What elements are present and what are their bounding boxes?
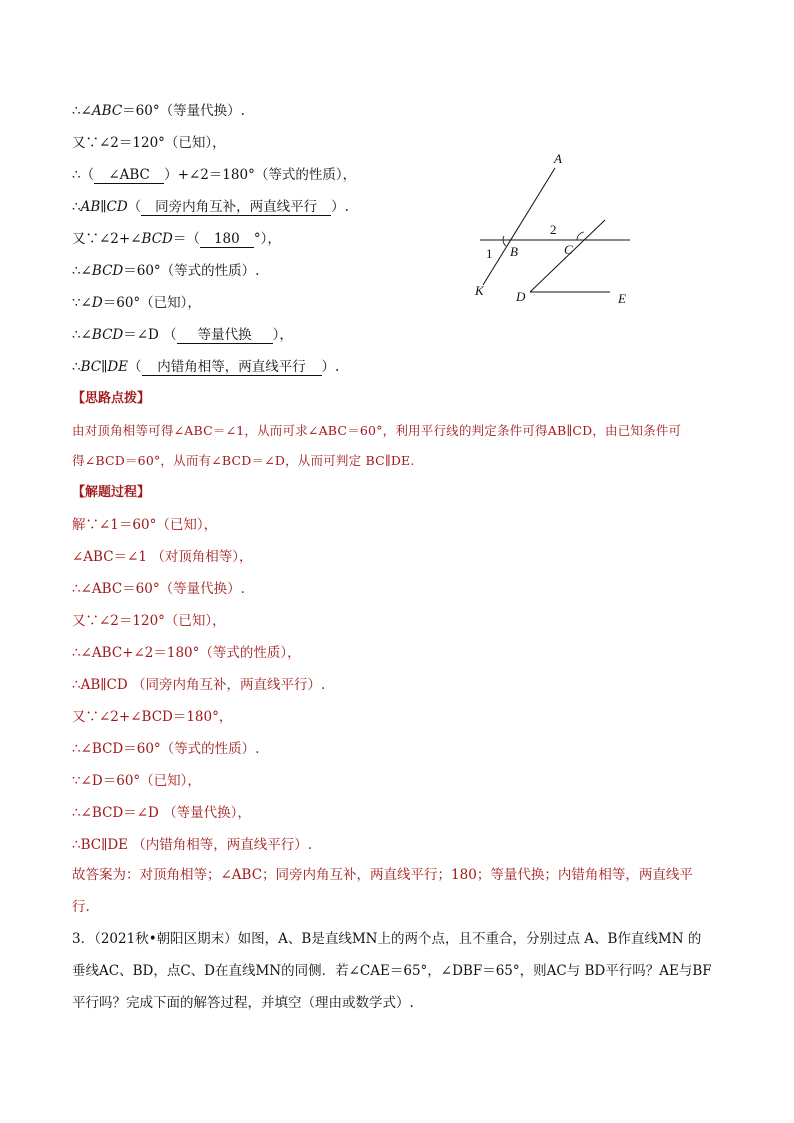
label-E: E [618,291,626,306]
label-K: K [475,283,484,298]
problem-3-line-1: 3．（2021秋•朝阳区期末）如图，A、B是直线MN上的两个点，且不重合，分别过点 A、B作直线MN 的 [72,931,702,947]
proof-line-2: 又∵∠2＝120°（已知）， [72,135,226,151]
solution-line: 又∵∠2+∠BCD＝180°， [72,709,233,725]
proof-line-8: ∴∠BCD＝∠D （ 等量代换 ）， [72,327,293,343]
label-A: A [554,151,562,166]
proof-line-4: ∴AB∥CD（ 同旁内角互补，两直线平行 ）. [72,199,349,215]
answer-blank: 等量代换 [177,327,273,344]
proof-line-9: ∴BC∥DE（ 内错角相等，两直线平行 ）. [72,359,340,375]
section-heading-solution: 【解题过程】 [72,485,151,500]
answer-blank: 内错角相等，两直线平行 [142,359,322,376]
label-D: D [516,289,526,304]
label-angle-2: 2 [550,222,557,237]
geometry-figure [470,150,640,310]
solution-line: ∴∠BCD＝60°（等式的性质）. [72,741,260,757]
solution-line: ∴∠ABC＝60°（等量代换）. [72,581,245,597]
proof-line-6: ∴∠BCD＝60°（等式的性质）. [72,263,260,279]
label-B: B [510,244,518,259]
proof-line-7: ∵∠D＝60°（已知）， [72,295,201,311]
hint-line-2: 得∠BCD＝60°，从而有∠BCD＝∠D，从而可判定 BC∥DE. [72,453,415,468]
angle-2-arc [577,232,584,240]
answer-summary-line: 故答案为：对顶角相等；∠ABC；同旁内角互补，两直线平行；180；等量代换；内错角相等，两直线平 [72,867,693,883]
label-angle-1: 1 [486,246,493,261]
answer-blank: 180 [200,231,254,248]
solution-line: ∵∠D＝60°（已知）， [72,773,201,789]
answer-summary-line: 行. [72,899,90,915]
line-AK [483,168,555,285]
answer-blank: ∠ABC [94,167,164,184]
problem-3-line-3: 平行吗？完成下面的解答过程，并填空（理由或数学式）. [72,995,414,1011]
solution-line: ∴∠BCD＝∠D （等量代换）， [72,805,251,821]
solution-line: ∴∠ABC+∠2＝180°（等式的性质）， [72,645,301,661]
answer-blank: 同旁内角互补，两直线平行 [141,199,331,216]
problem-3-line-2: 垂线AC、BD，点C、D在直线MN的同侧．若∠CAE＝65°，∠DBF＝65°，则AC与 BD平行吗？AE与BF [72,963,712,979]
proof-line-3: ∴（ ∠ABC ）+∠2＝180°（等式的性质）， [72,167,357,183]
solution-line: ∴AB∥CD （同旁内角互补，两直线平行）. [72,677,326,693]
hint-line-1: 由对顶角相等可得∠ABC＝∠1，从而可求∠ABC＝60°，利用平行线的判定条件可得AB∥CD，由已知条件可 [72,423,682,438]
proof-line-1: ∴∠ABC＝60°（等量代换）. [72,103,245,119]
solution-line: 又∵∠2＝120°（已知）， [72,613,226,629]
angle-1-arc [503,236,506,246]
section-heading-hint: 【思路点拨】 [72,391,151,406]
solution-line: 解∵∠1＝60°（已知）， [72,517,218,533]
solution-line: ∴BC∥DE （内错角相等，两直线平行）. [72,837,313,853]
solution-line: ∠ABC＝∠1 （对顶角相等）， [72,549,253,565]
proof-line-5: 又∵∠2+∠BCD＝（ 180 °）， [72,231,281,247]
label-C: C [564,242,573,257]
